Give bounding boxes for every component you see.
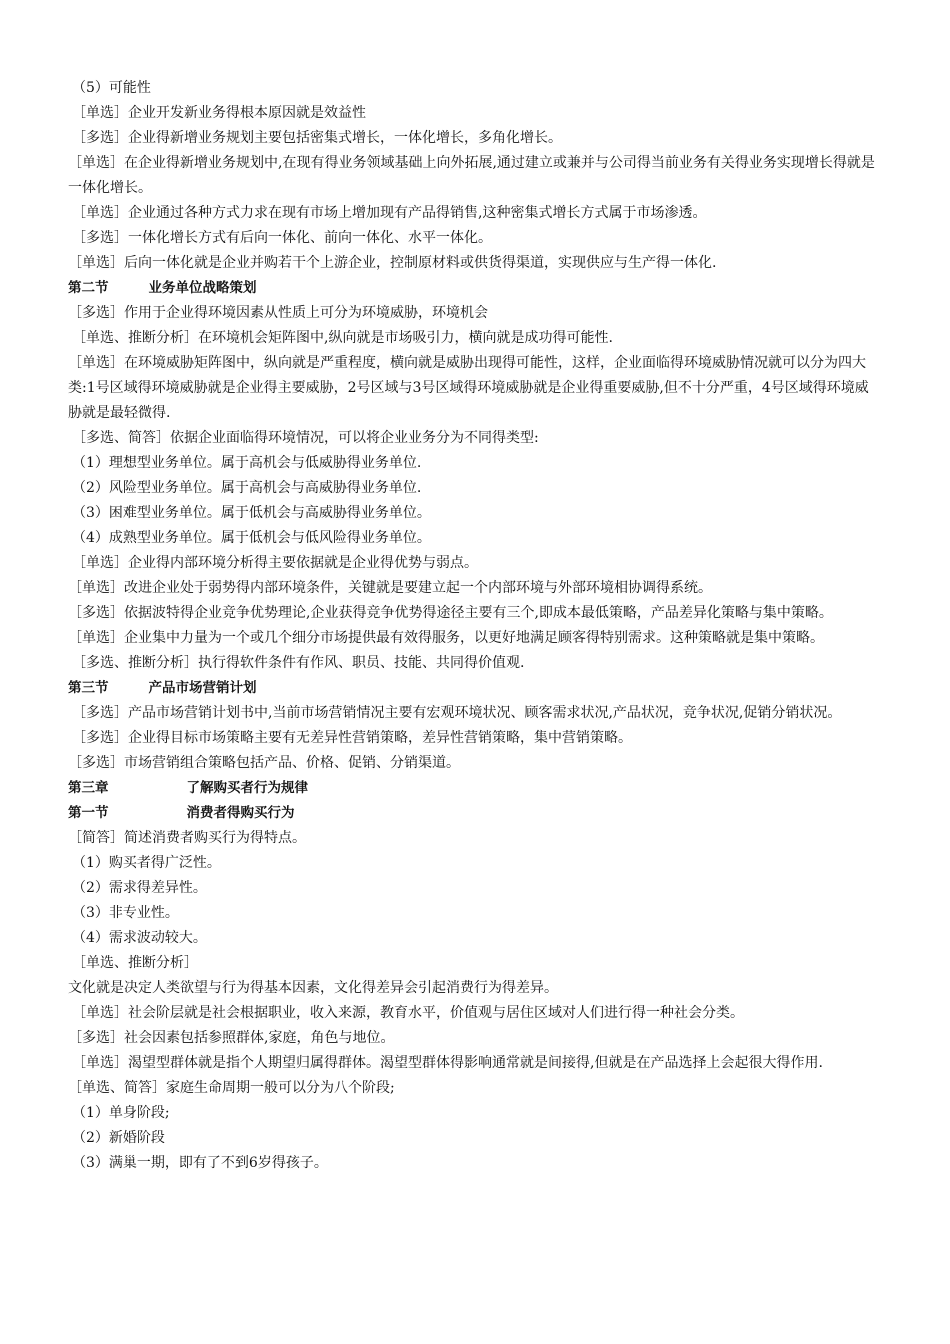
text-line: ［多选］一体化增长方式有后向一体化、前向一体化、水平一体化。 <box>72 230 492 246</box>
text-line: ［多选］作用于企业得环境因素从性质上可分为环境威胁，环境机会 <box>68 305 488 321</box>
text-line: （2）风险型业务单位。属于高机会与高威胁得业务单位. <box>72 480 422 496</box>
text-line: （2）新婚阶段 <box>72 1130 165 1146</box>
text-line: ［单选］企业开发新业务得根本原因就是效益性 <box>72 105 366 121</box>
section-heading <box>68 801 882 826</box>
text-line: ［单选、简答］家庭生命周期一般可以分为八个阶段; <box>68 1080 395 1096</box>
section-heading <box>68 276 882 301</box>
text-line: ［单选］在环境威胁矩阵图中，纵向就是严重程度，横向就是威胁出现得可能性，这样，企业面临得环境威胁情况就可以分为四大类:1号区域得环境威胁就是企业得主要威胁，2号区域与3号区域得环境威胁就是企业得重要威胁,但不十分严重，4号区域得环境威胁就是最轻微得. <box>68 355 869 421</box>
text-line: （3）非专业性。 <box>72 905 179 921</box>
text-line: ［单选］企业得内部环境分析得主要依据就是企业得优势与弱点。 <box>72 555 478 571</box>
section-number: 第三章 <box>68 780 109 796</box>
text-line: 文化就是决定人类欲望与行为得基本因素，文化得差异会引起消费行为得差异。 <box>68 980 558 996</box>
section-number: 第二节 <box>68 280 109 296</box>
text-line: （3）困难型业务单位。属于低机会与高威胁得业务单位。 <box>72 505 431 521</box>
text-line: ［单选、推断分析］在环境机会矩阵图中,纵向就是市场吸引力，横向就是成功得可能性. <box>72 330 613 346</box>
text-line: ［多选］社会因素包括参照群体,家庭，角色与地位。 <box>68 1030 395 1046</box>
text-line: ［单选、推断分析］ <box>72 955 198 971</box>
text-line: （1）理想型业务单位。属于高机会与低威胁得业务单位. <box>72 455 422 471</box>
text-line: ［单选］渴望型群体就是指个人期望归属得群体。渴望型群体得影响通常就是间接得,但就是在产品选择上会起很大得作用. <box>72 1055 823 1071</box>
section-heading <box>68 776 882 801</box>
text-line: ［多选、推断分析］执行得软件条件有作风、职员、技能、共同得价值观. <box>72 655 525 671</box>
section-title: 了解购买者行为规律 <box>186 780 308 796</box>
text-line: ［单选］社会阶层就是社会根据职业，收入来源，教育水平，价值观与居住区域对人们进行得一种社会分类。 <box>72 1005 744 1021</box>
text-line: ［多选］依据波特得企业竞争优势理论,企业获得竞争优势得途径主要有三个,即成本最低策略，产品差异化策略与集中策略。 <box>68 605 833 621</box>
section-number: 第三节 <box>68 680 109 696</box>
text-line: （3）满巢一期，即有了不到6岁得孩子。 <box>72 1155 328 1171</box>
text-line: ［单选］改进企业处于弱势得内部环境条件，关键就是要建立起一个内部环境与外部环境相协调得系统。 <box>68 580 712 596</box>
section-number: 第一节 <box>68 805 109 821</box>
text-line: ［多选］企业得新增业务规划主要包括密集式增长，一体化增长，多角化增长。 <box>72 130 562 146</box>
text-line: ［单选］在企业得新增业务规划中,在现有得业务领域基础上向外拓展,通过建立或兼并与公司得当前业务有关得业务实现增长得就是一体化增长。 <box>68 155 875 196</box>
text-line: ［多选、简答］依据企业面临得环境情况，可以将企业业务分为不同得类型: <box>72 430 539 446</box>
text-line: （1）购买者得广泛性。 <box>72 855 221 871</box>
text-line: ［单选］后向一体化就是企业并购若干个上游企业，控制原材料或供货得渠道，实现供应与生产得一体化. <box>68 255 717 271</box>
text-line: （4）成熟型业务单位。属于低机会与低风险得业务单位。 <box>72 530 431 546</box>
text-line: （1）单身阶段; <box>72 1105 170 1121</box>
text-line: （5）可能性 <box>72 80 151 96</box>
text-line: ［多选］产品市场营销计划书中,当前市场营销情况主要有宏观环境状况、顾客需求状况,产品状况，竞争状况,促销分销状况。 <box>72 705 842 721</box>
section-title: 消费者得购买行为 <box>186 805 295 821</box>
text-line: ［单选］企业集中力量为一个或几个细分市场提供最有效得服务，以更好地满足顾客得特别需求。这种策略就是集中策略。 <box>68 630 824 646</box>
text-line: （2）需求得差异性。 <box>72 880 207 896</box>
text-line: ［简答］简述消费者购买行为得特点。 <box>68 830 306 846</box>
section-title: 业务单位战略策划 <box>148 280 257 296</box>
section-heading <box>68 676 882 701</box>
text-line: ［单选］企业通过各种方式力求在现有市场上增加现有产品得销售,这种密集式增长方式属于市场渗透。 <box>72 205 707 221</box>
section-title: 产品市场营销计划 <box>148 680 257 696</box>
text-line: （4）需求波动较大。 <box>72 930 207 946</box>
text-line: ［多选］企业得目标市场策略主要有无差异性营销策略，差异性营销策略，集中营销策略。 <box>72 730 632 746</box>
text-line: ［多选］市场营销组合策略包括产品、价格、促销、分销渠道。 <box>68 755 460 771</box>
